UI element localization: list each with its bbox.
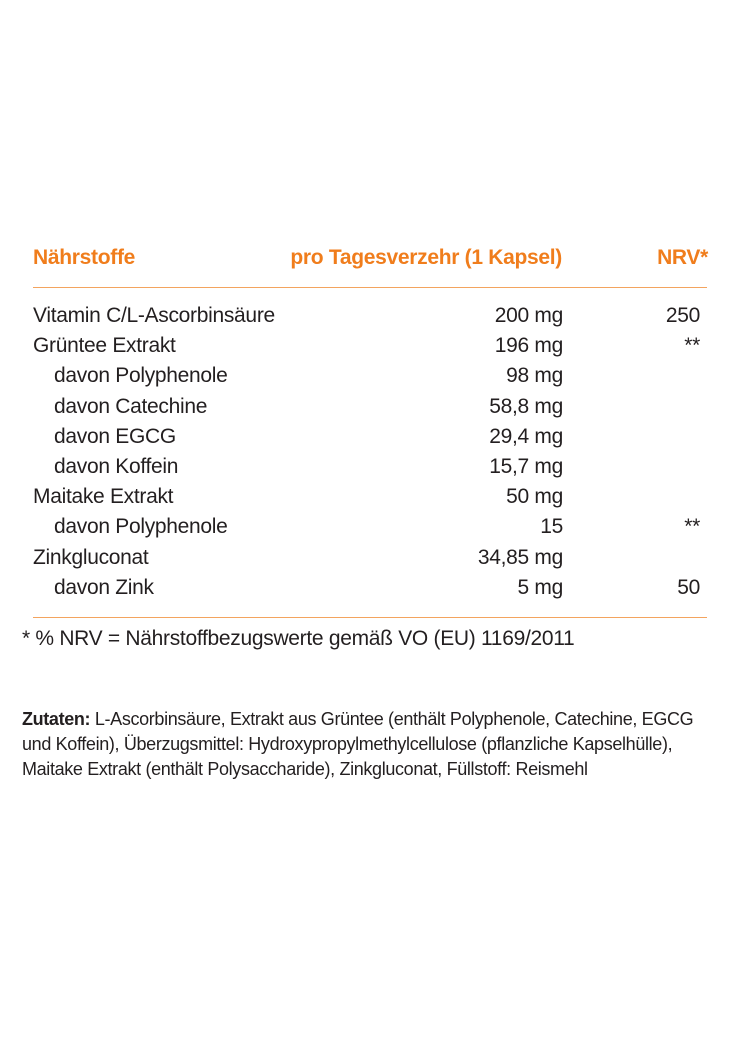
row-name: Vitamin C/L-Ascorbinsäure xyxy=(33,304,275,327)
row-amount: 5 mg xyxy=(517,575,563,599)
header-nutrients: Nährstoffe xyxy=(33,246,136,269)
row-name: davon Koffein xyxy=(54,454,179,478)
ingredients-text xyxy=(22,707,722,782)
row-name: davon Polyphenole xyxy=(54,364,228,388)
table-header xyxy=(33,246,708,276)
table-row xyxy=(33,392,700,422)
nutrition-table xyxy=(33,246,708,276)
header-divider xyxy=(33,287,707,288)
row-name: davon Catechine xyxy=(54,394,208,418)
ingredients-label: Zutaten: xyxy=(22,709,91,729)
row-nrv: ** xyxy=(684,515,700,539)
row-name: Maitake Extrakt xyxy=(33,485,174,509)
row-amount: 15 xyxy=(540,515,563,539)
row-amount: 34,85 mg xyxy=(477,545,563,569)
table-row xyxy=(33,543,700,573)
row-amount: 29,4 mg xyxy=(489,424,563,448)
row-amount: 200 mg xyxy=(494,304,563,327)
table-row xyxy=(33,301,700,331)
table-row xyxy=(33,482,700,512)
row-name: Grüntee Extrakt xyxy=(33,334,176,358)
table-row xyxy=(33,361,700,391)
header-nrv: NRV* xyxy=(657,246,708,269)
table-row xyxy=(33,512,700,542)
table-row xyxy=(33,452,700,482)
table-body xyxy=(33,301,700,603)
row-amount: 58,8 mg xyxy=(489,394,563,418)
row-nrv: ** xyxy=(684,334,700,358)
row-name: davon EGCG xyxy=(54,424,176,448)
row-name: Zinkgluconat xyxy=(33,545,149,569)
header-daily-amount: pro Tagesverzehr (1 Kapsel) xyxy=(290,246,562,269)
ingredients-list: L-Ascorbinsäure, Extrakt aus Grüntee (enthält Polyphenole, Catechine, EGCG und Koffein), Überzugsmittel: Hydroxypropylmethylcellulose (pflanzliche Kapselhülle), Maitake Extrakt (enthält Polysaccharide), Zinkgluconat, Füllstoff: Reismehl xyxy=(22,709,694,779)
row-nrv: 50 xyxy=(677,575,700,599)
table-bottom-divider xyxy=(33,617,707,618)
table-row xyxy=(33,331,700,361)
row-name: davon Polyphenole xyxy=(54,515,228,539)
row-amount: 15,7 mg xyxy=(489,454,563,478)
nrv-footnote: * % NRV = Nährstoffbezugswerte gemäß VO (EU) 1169/2011 xyxy=(22,627,575,650)
row-amount: 98 mg xyxy=(506,364,563,388)
row-nrv: 250 xyxy=(665,304,700,327)
row-amount: 50 mg xyxy=(506,485,563,509)
row-name: davon Zink xyxy=(54,575,154,599)
table-row xyxy=(33,422,700,452)
row-amount: 196 mg xyxy=(494,334,563,358)
table-row xyxy=(33,573,700,603)
